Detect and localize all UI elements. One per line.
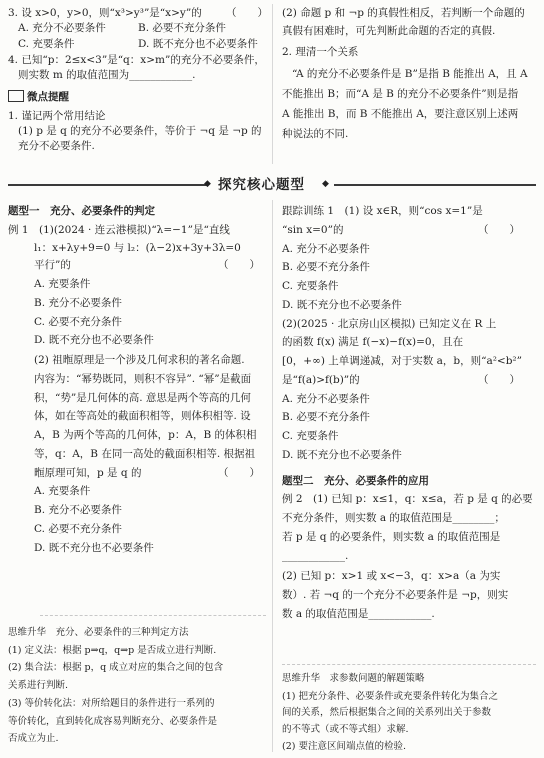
- f2-line3: [0，+∞) 上单调递减，对于实数 a，b，则“a²<b²”: [282, 355, 523, 367]
- f1-option-b: B. 必要不充分条件: [282, 261, 370, 274]
- tip-line2: 充分不必要条件.: [18, 140, 95, 153]
- answer-paren: （ ）: [218, 466, 260, 479]
- title-rule-left: [8, 184, 208, 186]
- example-1-line2: l₁：x+λy+9=0 与 l₂：(λ−2)x+3y+3λ=0: [34, 241, 241, 254]
- ex1b-line2: 内容为：“幂势既同，则积不容异”. “幂”是截面: [34, 372, 252, 385]
- f2-option-b: B. 必要不充分条件: [282, 411, 370, 424]
- tip-box-icon: [8, 90, 24, 102]
- ex1b-line1: (2) 祖暅原理是一个涉及几何求积的著名命题.: [34, 354, 245, 366]
- f2-option-a: A. 充分不必要条件: [282, 392, 370, 405]
- left-note-line3: 关系进行判断.: [8, 680, 69, 692]
- f2-option-d: D. 既不充分也不必要条件: [282, 448, 402, 461]
- top-left-block: [8, 6, 266, 155]
- left-note-line2: (2) 集合法：根据 p，q 成立对应的集合之间的包含: [8, 662, 224, 674]
- left-note-line5: 等价转化，直到转化成容易判断充分、必要条件是: [8, 715, 218, 727]
- q3-options-row1: [8, 21, 266, 37]
- answer-paren: （ ）: [226, 7, 268, 19]
- right-note-line3: 的不等式（或不等式组）求解.: [282, 724, 409, 736]
- example-2-line4: ____________.: [282, 549, 349, 562]
- answer-paren: （ ）: [478, 223, 520, 236]
- example-2b-line2: 数）. 若 ¬q 的一个充分不必要条件是 ¬p，则实: [282, 589, 509, 601]
- tr-line1: (2) 命题 p 和 ¬p 的真假性相反，若判断一个命题的: [282, 7, 525, 19]
- ex1b-line3: 积，“势”是几何体的高. 意思是两个等高的几何: [34, 391, 251, 404]
- ex1b-line7: 暅原理可知，p 是 q 的 （ ）: [8, 466, 266, 482]
- top-right-block: [282, 6, 538, 143]
- right-note-line2: 间的关系，然后根据集合之间的关系列出关于参数: [282, 707, 492, 719]
- ex1-option-c: C. 必要不充分条件: [34, 315, 122, 328]
- left-note-line1: (1) 定义法：根据 p⇒q，q⇒p 是否成立进行判断.: [8, 644, 217, 656]
- tr-para1: “A 的充分不必要条件是 B”是指 B 能推出 A，且 A: [292, 67, 528, 80]
- tr-para2: 不能推出 B；而“A 是 B 的充分不必要条件”则是指: [282, 87, 519, 100]
- tr-para3: A 能推出 B，而 B 不能推出 A，要注意区别上述两: [282, 108, 519, 121]
- f2-option-c: C. 充要条件: [282, 430, 339, 442]
- left-column: [8, 204, 266, 556]
- example-2-line3: 若 p 是 q 的必要条件，则实数 a 的取值范围是: [282, 530, 501, 543]
- left-note-divider: [40, 615, 266, 616]
- tr-heading2: 2. 理清一个关系: [282, 46, 359, 59]
- main-column-divider: [272, 200, 273, 752]
- f2-line2: 的函数 f(x) 满足 f(−x)−f(x)=0，且在: [282, 336, 464, 349]
- tr-para4: 种说法的不同.: [282, 128, 349, 141]
- example-1-line3: 平行”的 （ ）: [8, 258, 266, 274]
- option-a: A. 充分不必要条件: [18, 22, 106, 35]
- f1-option-a: A. 充分不必要条件: [282, 242, 370, 255]
- right-note-title: 思维升华 求参数问题的解题策略: [282, 673, 425, 684]
- example-2b-line3: 数 a 的取值范围是____________.: [282, 607, 435, 620]
- ex1-option-b: B. 充分不必要条件: [34, 296, 122, 309]
- ex1-option-d: D. 既不充分也不必要条件: [34, 334, 154, 347]
- option-c: C. 充要条件: [18, 38, 75, 51]
- followup-1-line2: “sin x=0”的 （ ）: [282, 223, 538, 239]
- tr-line2: 真假有困难时，可先判断此命题的否定的真假.: [282, 25, 496, 38]
- f1-option-d: D. 既不充分也不必要条件: [282, 298, 402, 311]
- topic-2-heading: 题型二 充分、必要条件的应用: [282, 474, 429, 487]
- right-note-line4: (2) 要注意区间端点值的检验.: [282, 740, 406, 752]
- micro-tip-heading: 微点提醒: [8, 88, 266, 105]
- left-thinking-note: [8, 626, 266, 747]
- left-note-line6: 否成立为止.: [8, 733, 59, 745]
- right-column: [282, 204, 538, 623]
- diamond-icon-right: ◆: [322, 179, 329, 189]
- ex1b-option-d: D. 既不充分也不必要条件: [34, 541, 154, 554]
- top-column-divider: [272, 4, 273, 164]
- section-title: 探究核心题型: [218, 177, 305, 193]
- q3-options-row2: [8, 37, 266, 53]
- example-2-line1: 例 2 (1) 已知 p：x≤1，q：x≤a，若 p 是 q 的必要: [282, 493, 533, 506]
- ex1b-line6: 等，q：A，B 在同一高处的截面积相等. 根据祖: [34, 447, 256, 460]
- answer-paren: （ ）: [218, 259, 260, 272]
- right-note-line1: (1) 把充分条件、必要条件或充要条件转化为集合之: [282, 690, 498, 702]
- ex1b-option-c: C. 必要不充分条件: [34, 522, 122, 535]
- example-1-line1: 例 1 (1)(2024 · 连云港模拟)“λ=−1”是“直线: [8, 223, 230, 236]
- followup-1-line1: 跟踪训练 1 (1) 设 x∈R，则“cos x=1”是: [282, 205, 483, 217]
- ex1-option-a: A. 充要条件: [34, 278, 91, 290]
- ex1b-line4: 体，如在等高处的截面积相等，则体积相等. 设: [34, 410, 251, 423]
- question-3: 3. 设 x>0，y>0，则“x³>y³”是“x>y”的 （ ）: [8, 6, 266, 21]
- tip-line1: (1) p 是 q 的充分不必要条件，等价于 ¬q 是 ¬p 的: [18, 125, 262, 138]
- section-title-bar: [0, 176, 544, 194]
- f2-line1: (2)(2025 · 北京房山区模拟) 已知定义在 R 上: [282, 317, 497, 330]
- left-note-line4: (3) 等价转化法：对所给题目的条件进行一系列的: [8, 697, 215, 709]
- right-note-divider: [282, 664, 536, 665]
- left-note-title: 思维升华 充分、必要条件的三种判定方法: [8, 627, 189, 638]
- ex1b-option-b: B. 充分不必要条件: [34, 504, 122, 516]
- option-d: D. 既不充分也不必要条件: [138, 38, 258, 51]
- example-2-line2: 不充分条件，则实数 a 的取值范围是________；: [282, 512, 505, 524]
- answer-paren: （ ）: [478, 373, 520, 386]
- ex1b-option-a: A. 充要条件: [34, 485, 91, 498]
- f1-option-c: C. 充要条件: [282, 280, 339, 292]
- question-4-line2: 则实数 m 的取值范围为____________.: [18, 69, 196, 82]
- right-thinking-note: [282, 672, 538, 755]
- tip-heading: 1. 谨记两个常用结论: [8, 109, 106, 122]
- ex1b-line5: A，B 为两个等高的几何体，p：A，B 的体积相: [34, 429, 257, 441]
- title-rule-right: [334, 184, 536, 186]
- example-2b-line1: (2) 已知 p：x>1 或 x<−3，q：x>a（a 为实: [282, 570, 501, 583]
- question-4-line1: 4. 已知“p：2≤x<3”是“q：x>m”的充分不必要条件，: [8, 54, 265, 67]
- f2-line4: 是“f(a)>f(b)”的 （ ）: [282, 373, 538, 389]
- option-b: B. 必要不充分条件: [138, 22, 226, 35]
- topic-1-heading: 题型一 充分、必要条件的判定: [8, 205, 155, 217]
- diamond-icon-left: ◆: [204, 179, 211, 189]
